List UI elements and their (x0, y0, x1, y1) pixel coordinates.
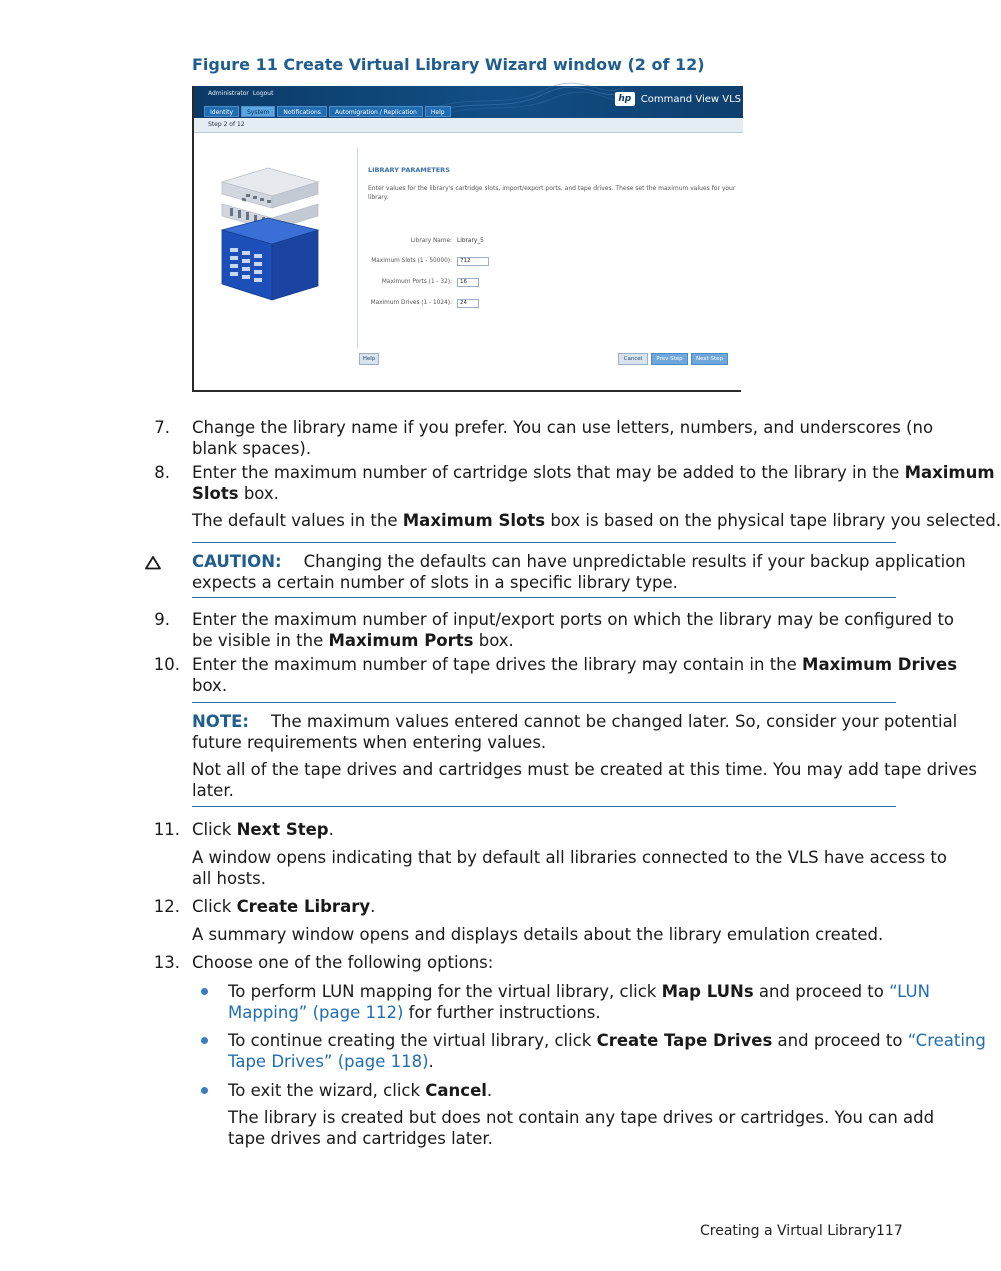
ui-term: Maximum Drives (802, 655, 958, 674)
step-line: . (328, 820, 334, 839)
max-slots-label: Maximum Slots (1 - 50000): (371, 258, 452, 264)
step-line: box. (473, 631, 514, 650)
step-line: Enter the maximum number of cartridge slots that may be added to the library in the (192, 463, 905, 482)
nav-tabs (204, 106, 451, 117)
panel-divider (357, 148, 358, 348)
note-paragraph (192, 759, 977, 801)
caution-top-rule (192, 542, 896, 543)
bullet-line: . (428, 1052, 434, 1071)
step-text: Choose one of the following options: (192, 953, 494, 972)
note-top-rule (192, 702, 896, 703)
step-line: Enter the maximum number of tape drives the library may contain in the (192, 655, 803, 674)
prev-step-button[interactable]: Prev Step (651, 353, 688, 365)
bullet-paragraph (228, 1107, 934, 1149)
step-number: 7. (154, 418, 170, 437)
hp-logo-icon: hp (615, 92, 635, 106)
administrator-link[interactable]: Administrator (208, 90, 249, 97)
next-step-button[interactable]: Next Step (691, 353, 728, 365)
footer-section-title: Creating a Virtual Library (700, 1223, 877, 1239)
step-paragraph: A summary window opens and displays details about the library emulation created. (192, 925, 884, 944)
step-line: Change the library name if you prefer. You can use letters, numbers, and underscores (no (192, 418, 934, 437)
max-drives-input[interactable]: 24 (457, 299, 479, 308)
tab-help[interactable]: Help (425, 106, 451, 117)
lun-mapping-link[interactable]: Mapping” (page 112) (228, 1003, 404, 1022)
paragraph-text: all hosts. (192, 869, 266, 888)
step-text (192, 654, 957, 696)
note-line: Not all of the tape drives and cartridges must be created at this time. You may add tape drives (192, 760, 977, 779)
note-line: later. (192, 781, 234, 800)
step-line: Enter the maximum number of input/export ports on which the library may be configured to (192, 610, 955, 629)
max-slots-input[interactable]: 712 (457, 257, 489, 266)
step-number: 13. (153, 953, 180, 972)
wizard-window-screenshot (192, 86, 741, 392)
bullet-line: To continue creating the virtual library, click (228, 1031, 597, 1050)
bullet-text (228, 1030, 986, 1072)
caution-line: Changing the defaults can have unpredictable results if your backup application (303, 552, 966, 571)
library-name-label: Library Name: (410, 238, 452, 244)
caution-bottom-rule (192, 597, 896, 598)
bullet-line: To exit the wizard, click (228, 1081, 426, 1100)
tab-identity[interactable]: Identity (204, 106, 239, 117)
bullet-text (228, 1080, 492, 1101)
ui-term: Next Step (236, 820, 329, 839)
ui-term: Slots (192, 484, 239, 503)
paragraph-text: The library is created but does not contain any tape drives or cartridges. You can add (228, 1108, 935, 1127)
step-line: box. (238, 484, 279, 503)
step-line: box. (192, 676, 228, 695)
section-title: LIBRARY PARAMETERS (368, 166, 450, 174)
bullet-icon (201, 988, 208, 995)
note-line: The maximum values entered cannot be changed later. So, consider your potential (270, 712, 958, 731)
admin-links (208, 90, 277, 97)
step-text (192, 609, 954, 651)
step-bar (194, 118, 743, 133)
library-name-value: Library_5 (457, 238, 484, 244)
ui-term: Maximum Ports (328, 631, 474, 650)
step-paragraph (192, 847, 947, 889)
step-line: Click (192, 820, 237, 839)
caution-label: CAUTION: (192, 552, 282, 571)
max-drives-label: Maximum Drives (1 - 1024): (370, 300, 452, 306)
step-number: 9. (154, 610, 170, 629)
step-line: be visible in the (192, 631, 329, 650)
help-button[interactable]: Help (359, 353, 379, 365)
caution-line: expects a certain number of slots in a specific library type. (192, 573, 678, 592)
cancel-button[interactable]: Cancel (618, 353, 648, 365)
paragraph-text: A window opens indicating that by default all libraries connected to the VLS have access to (192, 848, 947, 867)
bullet-line: for further instructions. (403, 1003, 601, 1022)
brand (615, 92, 741, 106)
bullet-line: . (486, 1081, 493, 1100)
bullet-icon (201, 1087, 208, 1094)
header-wave-decoration (424, 86, 624, 118)
step-text (192, 819, 334, 840)
step-indicator: Step 2 of 12 (208, 121, 245, 128)
figure-caption: Figure 11 Create Virtual Library Wizard window (2 of 12) (192, 55, 705, 74)
creating-tape-drives-link[interactable]: “Creating (907, 1031, 986, 1050)
note-bottom-rule (192, 806, 896, 807)
step-number: 8. (154, 463, 170, 482)
max-ports-label: Maximum Ports (1 - 32): (381, 279, 452, 285)
step-line: blank spaces). (192, 439, 312, 458)
step-line: Click (192, 897, 237, 916)
page-number: 117 (876, 1223, 903, 1239)
bullet-text (228, 981, 930, 1023)
paragraph-text: The default values in the (192, 511, 403, 530)
paragraph-text: tape drives and cartridges later. (228, 1129, 493, 1148)
step-number: 10. (153, 655, 180, 674)
note-line: future requirements when entering values. (192, 733, 547, 752)
step-paragraph (192, 510, 1001, 531)
bullet-line: and proceed to (753, 982, 890, 1001)
header-bar (194, 86, 743, 118)
ui-term: Create Library (236, 897, 371, 916)
creating-tape-drives-link[interactable]: Tape Drives” (page 118) (228, 1052, 429, 1071)
step-number: 11. (153, 820, 180, 839)
tab-automigration-replication[interactable]: Automigration / Replication (329, 106, 423, 117)
step-text (192, 417, 933, 459)
library-illustration-icon (216, 164, 326, 304)
ui-term: Create Tape Drives (596, 1031, 773, 1050)
tab-system[interactable]: System (241, 106, 275, 117)
lun-mapping-link[interactable]: “LUN (889, 982, 930, 1001)
ui-term: Cancel (425, 1081, 487, 1100)
logout-link[interactable]: Logout (252, 90, 274, 97)
brand-name: Command View VLS (640, 93, 741, 105)
note-label: NOTE: (192, 712, 249, 731)
caution-text (192, 551, 966, 593)
bullet-line: and proceed to (772, 1031, 908, 1050)
ui-term: Maximum (904, 463, 995, 482)
caution-icon (145, 555, 161, 570)
bullet-icon (201, 1037, 208, 1044)
ui-term: Maximum Slots (402, 511, 546, 530)
step-number: 12. (153, 897, 180, 916)
step-line: . (370, 897, 376, 916)
max-ports-input[interactable]: 16 (457, 278, 479, 287)
tab-notifications[interactable]: Notifications (277, 106, 327, 117)
paragraph-text: box is based on the physical tape library you selected. (545, 511, 1001, 530)
ui-term: Map LUNs (661, 982, 754, 1001)
note-text (192, 711, 957, 753)
bullet-line: To perform LUN mapping for the virtual library, click (228, 982, 662, 1001)
step-text (192, 462, 995, 504)
step-text (192, 896, 375, 917)
section-description: Enter values for the library's cartridge slots, import/export ports, and tape drives. These set the maximum values for your library. (368, 185, 736, 201)
